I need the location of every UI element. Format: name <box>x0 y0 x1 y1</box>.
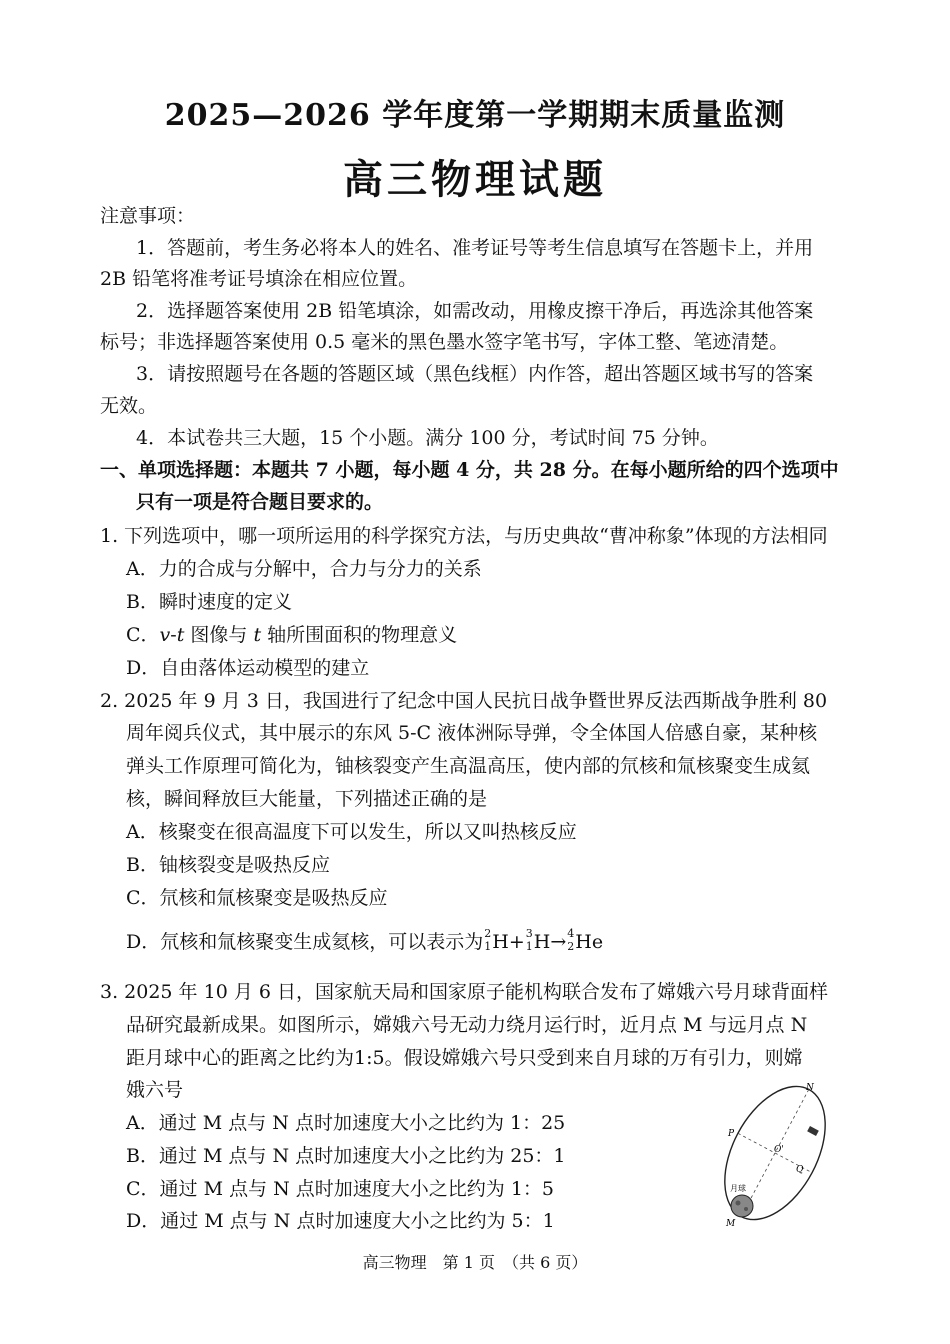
nuclide-notation: 4 2 <box>567 927 575 953</box>
q1-option-c: C．v-t 图像与 t 轴所围面积的物理意义 <box>126 624 458 646</box>
q1-option-b: B．瞬时速度的定义 <box>126 591 292 613</box>
moon-crater <box>736 1201 741 1206</box>
section-heading-cont: 只有一项是符合题目要求的。 <box>136 491 384 513</box>
q3-option-d: D．通过 M 点与 N 点时加速度大小之比约为 5：1 <box>126 1210 555 1232</box>
notice-item: 2．选择题答案使用 2B 铅笔填涂，如需改动，用橡皮擦干净后，再选涂其他答案 <box>136 300 814 322</box>
label-moon: 月球 <box>730 1184 746 1193</box>
label-o: O' <box>774 1145 784 1155</box>
q2-option-b: B．铀核裂变是吸热反应 <box>126 854 330 876</box>
q3-stem: 娥六号 <box>126 1079 184 1101</box>
q2-stem: 弹头工作原理可简化为，铀核裂变产生高温高压，使内部的氘核和氚核聚变生成氦 <box>126 755 811 777</box>
notice-heading: 注意事项： <box>100 205 196 227</box>
moon-crater <box>744 1207 748 1211</box>
q1-option-a: A．力的合成与分解中，合力与分力的关系 <box>126 558 482 580</box>
page-footer: 高三物理 第 1 页 （共 6 页） <box>362 1253 588 1272</box>
orbit-diagram <box>700 1078 850 1228</box>
notice-item: 1．答题前，考生务必将本人的姓名、准考证号等考生信息填写在答题卡上，并用 <box>136 237 814 259</box>
label-n: N <box>806 1083 814 1093</box>
nuclide-notation: 2 1 <box>484 927 492 953</box>
q3-option-c: C．通过 M 点与 N 点时加速度大小之比约为 1：5 <box>126 1178 554 1200</box>
q1-stem: 1. 下列选项中，哪一项所运用的科学探究方法，与历史典故“曹冲称象”体现的方法相同 <box>100 525 828 547</box>
q2-stem: 2. 2025 年 9 月 3 日，我国进行了纪念中国人民抗日战争暨世界反法西斯战争胜利 80 <box>100 690 828 712</box>
label-p: P <box>728 1129 735 1139</box>
spacecraft-icon <box>807 1126 819 1136</box>
section-heading: 一、单项选择题：本题共 7 小题，每小题 4 分，共 28 分。在每小题所给的四个选项中 <box>100 459 839 481</box>
notice-item: 无效。 <box>100 395 158 417</box>
exam-title: 2025—2026 学年度第一学期期末质量监测 <box>164 98 786 133</box>
moon-icon <box>731 1195 753 1217</box>
q3-option-b: B．通过 M 点与 N 点时加速度大小之比约为 25：1 <box>126 1145 566 1167</box>
notice-item: 4．本试卷共三大题，15 个小题。满分 100 分，考试时间 75 分钟。 <box>136 427 719 449</box>
label-q: Q <box>796 1165 804 1175</box>
nuclide-notation: 3 1 <box>525 927 533 953</box>
notice-item: 2B 铅笔将准考证号填涂在相应位置。 <box>100 268 418 290</box>
notice-item: 标号；非选择题答案使用 0.5 毫米的黑色墨水签字笔书写，字体工整、笔迹清楚。 <box>100 331 789 353</box>
notice-item: 3．请按照题号在各题的答题区域（黑色线框）内作答，超出答题区域书写的答案 <box>136 363 814 385</box>
q3-stem: 品研究最新成果。如图所示，嫦娥六号无动力绕月运行时，近月点 M 与远月点 N <box>126 1014 808 1036</box>
q1-option-d: D．自由落体运动模型的建立 <box>126 657 370 679</box>
q3-stem: 3. 2025 年 10 月 6 日，国家航天局和国家原子能机构联合发布了嫦娥六号月球背面样 <box>100 981 828 1003</box>
q3-stem: 距月球中心的距离之比约为1:5。假设嫦娥六号只受到来自月球的万有引力，则嫦 <box>126 1047 803 1069</box>
q2-option-a: A．核聚变在很高温度下可以发生，所以又叫热核反应 <box>126 821 577 843</box>
q3-option-a: A．通过 M 点与 N 点时加速度大小之比约为 1：25 <box>126 1112 566 1134</box>
q2-stem: 周年阅兵仪式，其中展示的东风 5-C 液体洲际导弹，令全体国人倍感自豪，某种核 <box>126 722 818 744</box>
q2-option-c: C．氘核和氚核聚变是吸热反应 <box>126 887 388 909</box>
q2-stem: 核，瞬间释放巨大能量，下列描述正确的是 <box>126 788 488 810</box>
label-m: M <box>726 1219 736 1228</box>
exam-subtitle: 高三物理试题 <box>343 156 607 203</box>
q2-option-d: D．氘核和氚核聚变生成氦核，可以表示为 2 1 H+ 3 1 H→ 4 2 He <box>126 927 604 953</box>
